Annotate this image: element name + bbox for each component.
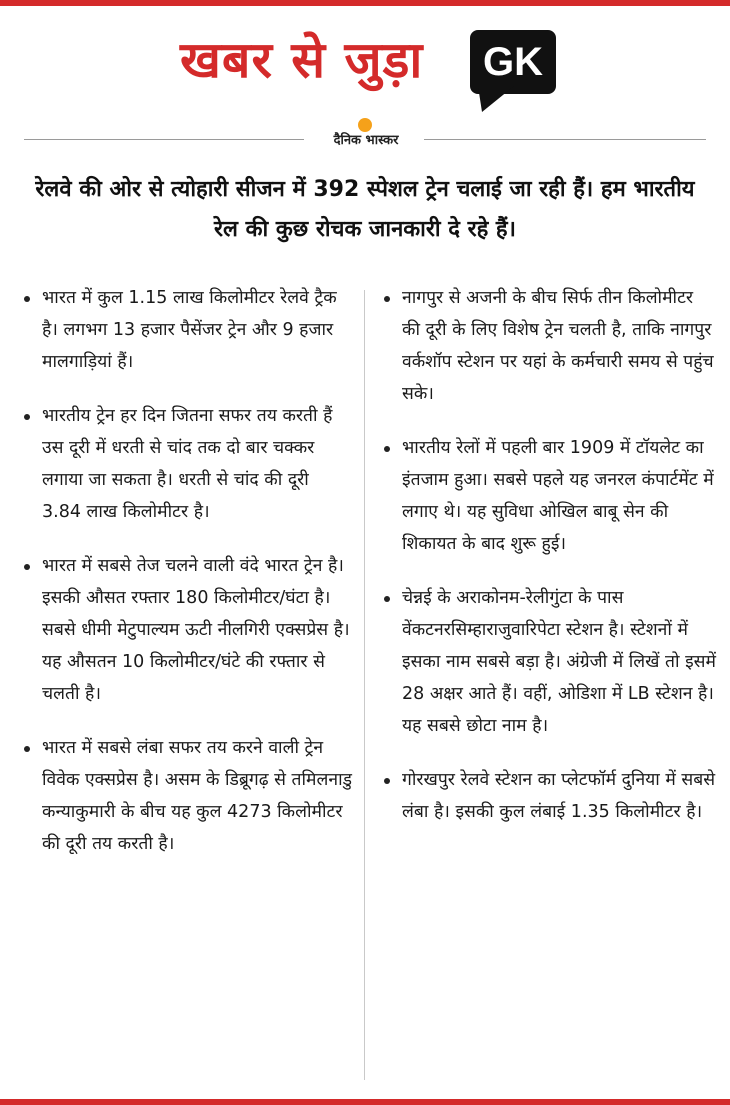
fact-text: भारत में सबसे तेज चलने वाली वंदे भारत ट्रेन है। इसकी औसत रफ्तार 180 किलोमीटर/घंटा है। सबसे धीमी मेटुपाल्यम ऊटी नीलगिरी एक्सप्रेस है। यह औसतन 10 किलोमीटर/घंटे की रफ्तार से चलती है। [42,556,350,704]
facts-column-right [382,282,716,850]
column-divider [364,290,365,1080]
brand-row [24,118,706,148]
fact-item [382,764,716,828]
facts-column-left [22,282,352,882]
fact-text: भारतीय ट्रेन हर दिन जितना सफर तय करती हैं उस दूरी में धरती से चांद तक दो बार चक्कर लगाया जा सकता है। धरती से चांद की दूरी 3.84 लाख किलोमीटर है। [42,406,333,522]
speech-bubble-tail-icon [478,86,518,114]
fact-text: गोरखपुर रेलवे स्टेशन का प्लेटफॉर्म दुनिया में सबसे लंबा है। इसकी कुल लंबाई 1.35 किलोमीटर है। [402,770,716,822]
fact-item [382,282,716,410]
fact-item [22,550,352,710]
intro-text: रेलवे की ओर से त्योहारी सीजन में 392 स्पेशल ट्रेन चलाई जा रही हैं। हम भारतीय रेल की कुछ रोचक जानकारी दे रहे हैं। [35,177,695,242]
bullet-icon [24,296,30,302]
bullet-icon [24,564,30,570]
gk-badge [470,30,562,112]
fact-item [22,732,352,860]
bullet-icon [384,596,390,602]
fact-item [382,432,716,560]
bullet-icon [24,414,30,420]
fact-item [22,400,352,528]
divider-right [424,139,706,140]
page-title: खबर से जुड़ा [180,31,424,89]
top-accent-bar [0,0,730,6]
bullet-icon [384,778,390,784]
divider-left [24,139,304,140]
brand-logo: दैनिक भास्कर [333,133,399,148]
fact-item [22,282,352,378]
bullet-icon [24,746,30,752]
fact-text: भारत में सबसे लंबा सफर तय करने वाली ट्रेन विवेक एक्सप्रेस है। असम के डिब्रूगढ़ से तमिलनाडु कन्याकुमारी के बीच यह कुल 4273 किलोमीटर की दूरी तय करती है। [42,738,352,854]
fact-text: चेन्नई के अराकोनम-रेलीगुंटा के पास वेंकटनरसिम्हाराजुवारिपेटा स्टेशन है। स्टेशनों में इसका नाम सबसे बड़ा है। अंग्रेजी में लिखें तो इसमें 28 अक्षर आते हैं। वहीं, ओडिशा में LB स्टेशन है। यह सबसे छोटा नाम है। [402,588,716,736]
header [0,24,730,114]
fact-item [382,582,716,742]
fact-text: नागपुर से अजनी के बीच सिर्फ तीन किलोमीटर की दूरी के लिए विशेष ट्रेन चलती है, ताकि नागपुर वर्कशॉप स्टेशन पर यहां के कर्मचारी समय से पहुंच सके। [402,288,714,404]
bottom-accent-bar [0,1099,730,1105]
fact-text: भारतीय रेलों में पहली बार 1909 में टॉयलेट का इंतजाम हुआ। सबसे पहले यह जनरल कंपार्टमेंट में लगाए थे। यह सुविधा ओखिल बाबू सेन की शिकायत के बाद शुरू हुई। [402,438,714,554]
gk-badge-label: GK [470,30,556,94]
bullet-icon [384,296,390,302]
bullet-icon [384,446,390,452]
fact-text: भारत में कुल 1.15 लाख किलोमीटर रेलवे ट्रैक है। लगभग 13 हजार पैसेंजर ट्रेन और 9 हजार मालगाड़ियां हैं। [42,288,337,372]
